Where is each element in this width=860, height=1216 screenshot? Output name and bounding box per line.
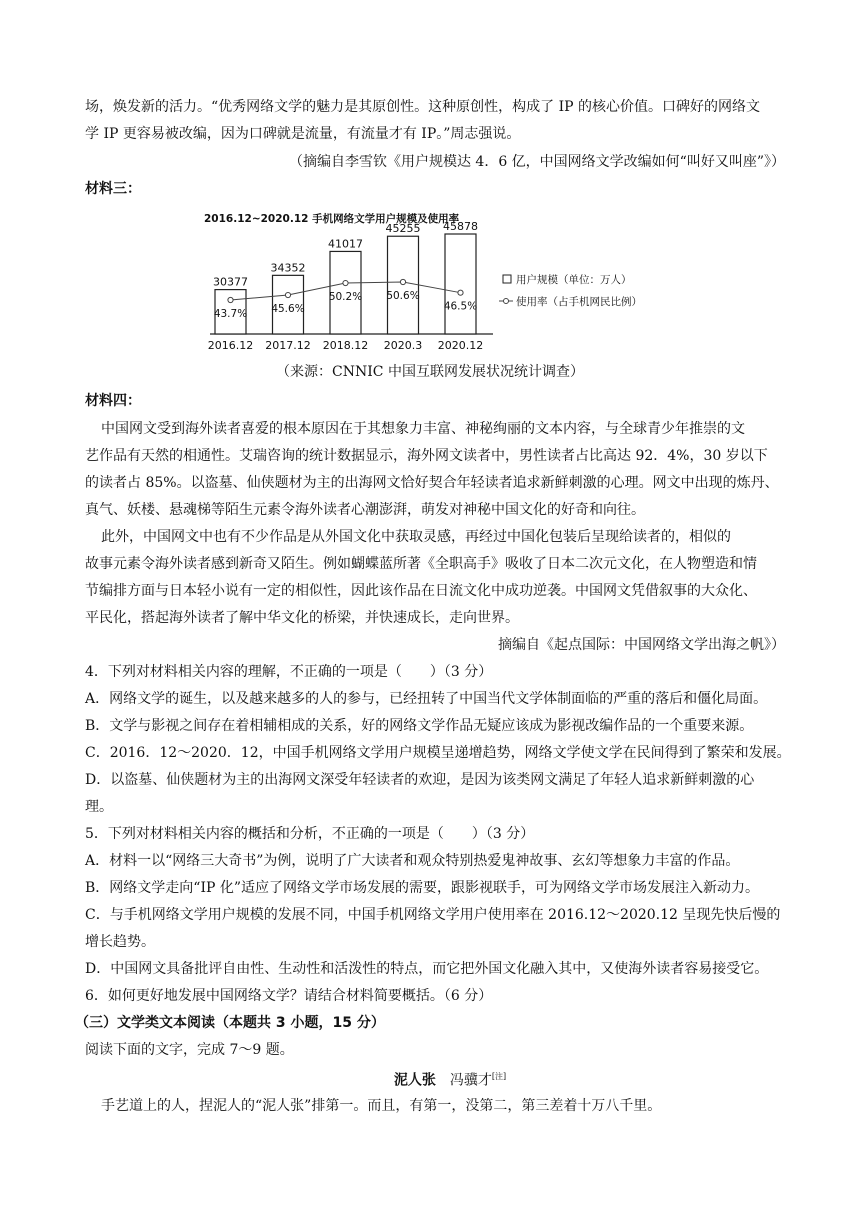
line-value-label: 46.5% [443, 300, 478, 313]
option-d-cont: 理。 [85, 799, 113, 815]
option-d: D．中国网文具备批评自由性、生动性和活泼性的特点，而它把外国文化融入其中，又使海外读者容易接受它。 [85, 961, 769, 977]
line-point [228, 297, 233, 302]
x-tick-label: 2020.3 [383, 339, 423, 352]
paragraph-line: 平民化，搭起海外读者了解中华文化的桥梁，并快速成长，走向世界。 [85, 610, 519, 626]
line-point [400, 279, 405, 284]
footnote-mark: [注] [491, 1072, 507, 1081]
section-heading: （三）文学类文本阅读（本题共 3 小题，15 分） [75, 1015, 385, 1031]
x-tick-label: 2016.12 [207, 339, 254, 352]
chart-source: （来源：CNNIC 中国互联网发展状况统计调查） [276, 364, 584, 380]
legend-bar-label: 用户规模（单位：万人） [516, 274, 632, 286]
option-c: C．2016．12～2020．12，中国手机网络文学用户规模呈递增趋势，网络文学使文学在民间得到了繁荣和发展。 [85, 745, 791, 761]
option-c-cont: 增长趋势。 [85, 934, 155, 950]
x-tick-label: 2018.12 [322, 339, 369, 352]
line-value-label: 43.7% [213, 308, 248, 320]
line-value-label: 50.2% [328, 291, 363, 304]
line-value-label: 45.6% [271, 303, 305, 316]
chart [198, 204, 668, 354]
option-b: B．文学与影视之间存在着相辅相成的关系，好的网络文学作品无疑应该成为影视改编作品的一个重要来源。 [85, 718, 754, 734]
option-a: A．材料一以“网络三大奇书”为例，说明了广大读者和观众特别热爱鬼神故事、玄幻等想象力丰富的作品。 [85, 853, 740, 869]
legend-line-label: 使用率（占手机网民比例） [516, 296, 642, 308]
line-point [285, 292, 290, 297]
bar [388, 236, 419, 334]
x-tick-label: 2017.12 [265, 339, 311, 352]
instruction: 阅读下面的文字，完成 7～9 题。 [85, 1042, 294, 1058]
paragraph-line: 真气、妖楼、悬魂梯等陌生元素令海外读者心潮澎湃，萌发对神秘中国文化的好奇和向往。 [85, 502, 645, 518]
source-citation: （摘编自李雪钦《用户规模达 4．6 亿，中国网络文学改编如何“叫好又叫座”》） [288, 154, 785, 170]
paragraph-line: 故事元素令海外读者感到新奇又陌生。例如蝴蝶蓝所著《全职高手》吸收了日本二次元文化，在人物塑造和情 [85, 556, 757, 572]
question-stem: 4．下列对材料相关内容的理解，不正确的一项是（ ）（3 分） [85, 664, 493, 680]
paragraph-line: 艺作品有天然的相通性。艾瑞咨询的统计数据显示，海外网文读者中，男性读者占比高达 92．4%，30 岁以下 [85, 448, 768, 464]
paragraph-line: 学 IP 更容易被改编，因为口碑就是流量，有流量才有 IP。”周志强说。 [85, 126, 521, 142]
bar [445, 234, 476, 334]
line-point [458, 290, 463, 295]
question-stem: 6．如何更好地发展中国网络文学？请结合材料简要概括。（6 分） [85, 988, 493, 1004]
material-heading: 材料四： [85, 393, 141, 409]
question-stem: 5．下列对材料相关内容的概括和分析，不正确的一项是（ ）（3 分） [85, 826, 535, 842]
story-title: 泥人张 [393, 1072, 436, 1089]
paragraph-line: 的读者占 85%。以盗墓、仙侠题材为主的出海网文恰好契合年轻读者追求新鲜刺激的心理。网文中出现的炼丹、 [85, 475, 779, 491]
legend-bar-swatch [503, 275, 511, 283]
option-c: C．与手机网络文学用户规模的发展不同，中国手机网络文学用户使用率在 2016.12～2020.12 呈现先快后慢的 [85, 907, 781, 923]
bar-value-label: 45255 [385, 222, 421, 236]
bar-value-label: 45878 [443, 220, 478, 233]
paragraph-line: 中国网文受到海外读者喜爱的根本原因在于其想象力丰富、神秘绚丽的文本内容，与全球青少年推崇的文 [101, 421, 745, 437]
option-a: A．网络文学的诞生，以及越来越多的人的参与，已经扭转了中国当代文学体制面临的严重的落后和僵化局面。 [85, 691, 768, 707]
x-tick-label: 2020.12 [437, 339, 484, 352]
bar-value-label: 30377 [213, 275, 248, 289]
line-point [343, 280, 348, 285]
paragraph-line: 节编排方面与日本轻小说有一定的相似性，因此该作品在日流文化中成功逆袭。中国网文凭借叙事的大众化、 [85, 583, 757, 599]
source-citation: 摘编自《起点国际：中国网络文学出海之帆》） [498, 637, 785, 653]
bar-value-label: 41017 [328, 237, 363, 251]
material-heading: 材料三： [85, 181, 141, 197]
paragraph-line: 此外，中国网文中也有不少作品是从外国文化中获取灵感，再经过中国化包装后呈现给读者的，相似的 [101, 529, 731, 545]
story-author: 冯骥才 [449, 1072, 492, 1089]
option-d: D．以盗墓、仙侠题材为主的出海网文深受年轻读者的欢迎，是因为该类网文满足了年轻人追求新鲜刺激的心 [85, 772, 755, 788]
paragraph-line: 手艺道上的人，捏泥人的“泥人张”排第一。而且，有第一，没第二，第三差着十万八千里。 [101, 1098, 662, 1114]
paragraph-line: 场，焕发新的活力。“优秀网络文学的魅力是其原创性。这种原创性，构成了 IP 的核心价值。口碑好的网络文 [85, 99, 761, 115]
story-title-line [120, 1066, 780, 1092]
chart-title: 2016.12~2020.12 手机网络文学用户规模及使用率 [204, 213, 460, 225]
bar-value-label: 34352 [270, 261, 306, 275]
line-value-label: 50.6% [386, 290, 420, 302]
option-b: B．网络文学走向“IP 化”适应了网络文学市场发展的需要，跟影视联手，可为网络文学市场发展注入新动力。 [85, 880, 760, 896]
